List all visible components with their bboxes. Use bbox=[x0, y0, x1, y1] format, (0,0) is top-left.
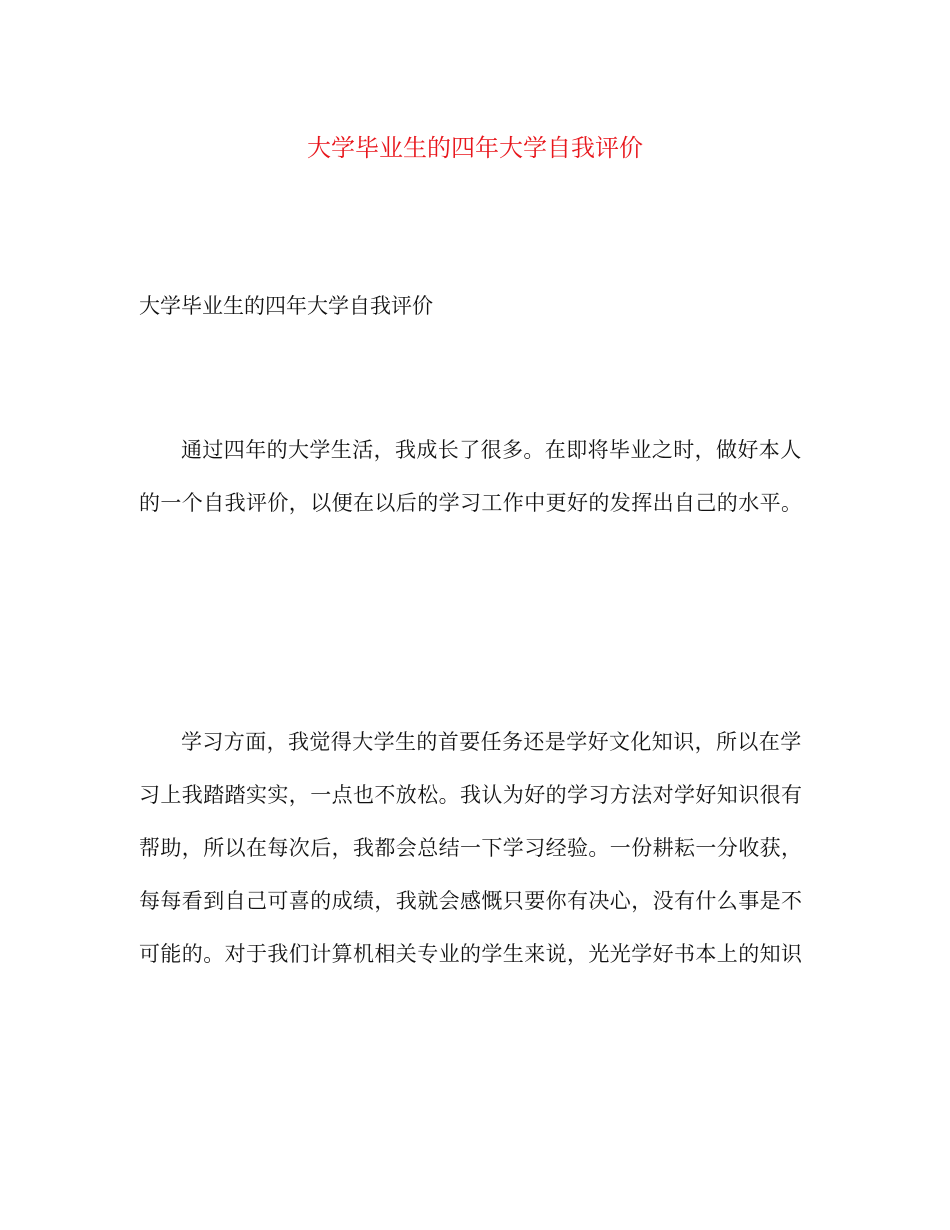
paragraph-line: 帮助，所以在每次后，我都会总结一下学习经验。一份耕耘一分收获， bbox=[139, 836, 803, 860]
paragraph-line: 学习方面，我觉得大学生的首要任务还是学好文化知识，所以在学 bbox=[181, 730, 802, 754]
paragraph-line: 可能的。对于我们计算机相关专业的学生来说，光光学好书本上的知识 bbox=[139, 942, 803, 966]
document-subtitle: 大学毕业生的四年大学自我评价 bbox=[139, 294, 433, 318]
document-title: 大学毕业生的四年大学自我评价 bbox=[307, 134, 643, 162]
paragraph-line: 的一个自我评价，以便在以后的学习工作中更好的发挥出自己的水平。 bbox=[139, 491, 803, 515]
paragraph-intro bbox=[139, 424, 813, 530]
paragraph-study bbox=[139, 716, 813, 981]
paragraph-line: 习上我踏踏实实，一点也不放松。我认为好的学习方法对学好知识很有 bbox=[139, 783, 803, 807]
paragraph-line: 每每看到自己可喜的成绩，我就会感慨只要你有决心，没有什么事是不 bbox=[139, 889, 803, 913]
paragraph-line: 通过四年的大学生活，我成长了很多。在即将毕业之时，做好本人 bbox=[181, 438, 802, 462]
